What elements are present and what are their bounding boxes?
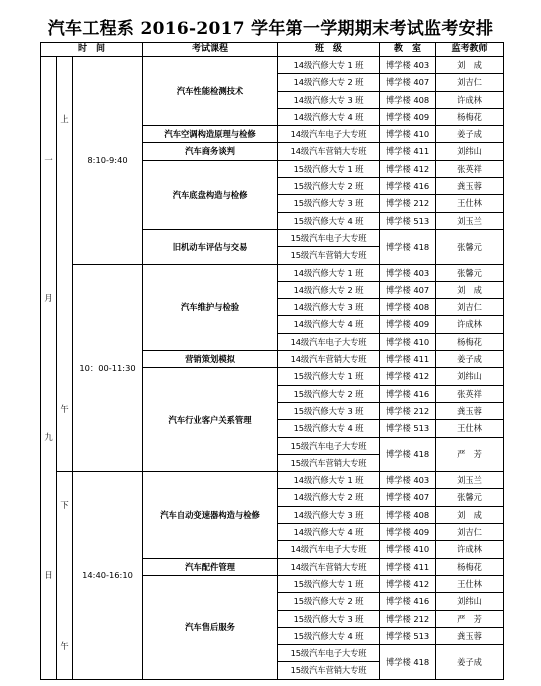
proctor-cell: 许成林 bbox=[436, 316, 504, 333]
room-cell: 博学楼 409 bbox=[380, 524, 436, 541]
vertical-char: 一 bbox=[44, 155, 53, 166]
room-cell: 博学楼 513 bbox=[380, 627, 436, 644]
class-cell: 15级汽车电子大专班 bbox=[278, 645, 380, 662]
class-cell: 15级汽修大专 4 班 bbox=[278, 627, 380, 644]
class-cell: 14级汽车营销大专班 bbox=[278, 351, 380, 368]
header-course: 考试课程 bbox=[143, 43, 278, 57]
class-cell: 15级汽修大专 2 班 bbox=[278, 385, 380, 402]
room-cell: 博学楼 403 bbox=[380, 472, 436, 489]
header-proctor: 监考教师 bbox=[436, 43, 504, 57]
room-cell: 博学楼 212 bbox=[380, 610, 436, 627]
vertical-char: 上 bbox=[60, 113, 69, 124]
class-cell: 14级汽修大专 1 班 bbox=[278, 264, 380, 281]
class-cell: 15级汽修大专 4 班 bbox=[278, 212, 380, 229]
proctor-cell: 张馨元 bbox=[436, 229, 504, 264]
proctor-cell: 姜子成 bbox=[436, 351, 504, 368]
class-cell: 15级汽车营销大专班 bbox=[278, 454, 380, 471]
course-cell: 旧机动车评估与交易 bbox=[143, 229, 278, 264]
proctor-cell: 王仕林 bbox=[436, 195, 504, 212]
course-cell: 营销策划模拟 bbox=[143, 351, 278, 368]
room-cell: 博学楼 407 bbox=[380, 489, 436, 506]
room-cell: 博学楼 408 bbox=[380, 91, 436, 108]
room-cell: 博学楼 411 bbox=[380, 558, 436, 575]
room-cell: 博学楼 410 bbox=[380, 126, 436, 143]
class-cell: 14级汽修大专 1 班 bbox=[278, 472, 380, 489]
proctor-cell: 杨梅花 bbox=[436, 108, 504, 125]
date-cell bbox=[41, 57, 57, 680]
room-cell: 博学楼 412 bbox=[380, 160, 436, 177]
class-cell: 14级汽修大专 4 班 bbox=[278, 108, 380, 125]
table-row bbox=[41, 57, 504, 74]
header-class: 班 级 bbox=[278, 43, 380, 57]
room-cell: 博学楼 403 bbox=[380, 264, 436, 281]
vertical-char: 午 bbox=[60, 640, 69, 651]
class-cell: 15级汽修大专 1 班 bbox=[278, 160, 380, 177]
proctor-cell: 王仕林 bbox=[436, 575, 504, 592]
room-cell: 博学楼 409 bbox=[380, 108, 436, 125]
class-cell: 14级汽车营销大专班 bbox=[278, 558, 380, 575]
proctor-cell: 张英祥 bbox=[436, 385, 504, 402]
vertical-text bbox=[57, 501, 72, 650]
proctor-cell: 刘纬山 bbox=[436, 143, 504, 160]
class-cell: 15级汽修大专 2 班 bbox=[278, 593, 380, 610]
proctor-cell: 张馨元 bbox=[436, 489, 504, 506]
class-cell: 15级汽修大专 3 班 bbox=[278, 610, 380, 627]
vertical-char: 月 bbox=[44, 293, 53, 304]
room-cell: 博学楼 416 bbox=[380, 178, 436, 195]
proctor-cell: 刘 成 bbox=[436, 506, 504, 523]
class-cell: 14级汽修大专 3 班 bbox=[278, 91, 380, 108]
period-cell bbox=[57, 57, 73, 472]
proctor-cell: 刘 成 bbox=[436, 281, 504, 298]
time-slot-cell: 8:10-9:40 bbox=[73, 57, 143, 265]
class-cell: 14级汽修大专 2 班 bbox=[278, 74, 380, 91]
proctor-cell: 龚玉蓉 bbox=[436, 627, 504, 644]
class-cell: 14级汽修大专 4 班 bbox=[278, 524, 380, 541]
header-time: 时 间 bbox=[41, 43, 143, 57]
class-cell: 15级汽修大专 1 班 bbox=[278, 575, 380, 592]
table-row bbox=[41, 472, 504, 489]
proctor-cell: 刘吉仁 bbox=[436, 524, 504, 541]
proctor-cell: 龚玉蓉 bbox=[436, 178, 504, 195]
vertical-char: 午 bbox=[60, 404, 69, 415]
class-cell: 15级汽修大专 3 班 bbox=[278, 402, 380, 419]
proctor-cell: 姜子成 bbox=[436, 645, 504, 680]
course-cell: 汽车维护与检验 bbox=[143, 264, 278, 350]
proctor-cell: 刘纬山 bbox=[436, 368, 504, 385]
proctor-cell: 刘吉仁 bbox=[436, 74, 504, 91]
vertical-char: 日 bbox=[44, 570, 53, 581]
proctor-cell: 许成林 bbox=[436, 91, 504, 108]
class-cell: 14级汽修大专 3 班 bbox=[278, 506, 380, 523]
table-row bbox=[41, 264, 504, 281]
proctor-cell: 刘玉兰 bbox=[436, 212, 504, 229]
time-slot-cell: 10：00-11:30 bbox=[73, 264, 143, 472]
proctor-cell: 刘玉兰 bbox=[436, 472, 504, 489]
class-cell: 15级汽修大专 2 班 bbox=[278, 178, 380, 195]
proctor-cell: 龚玉蓉 bbox=[436, 402, 504, 419]
vertical-text bbox=[41, 156, 56, 580]
room-cell: 博学楼 513 bbox=[380, 420, 436, 437]
proctor-cell: 刘 成 bbox=[436, 57, 504, 74]
vertical-text bbox=[57, 115, 72, 414]
course-cell: 汽车行业客户关系管理 bbox=[143, 368, 278, 472]
class-cell: 14级汽车电子大专班 bbox=[278, 126, 380, 143]
class-cell: 14级汽修大专 2 班 bbox=[278, 281, 380, 298]
class-cell: 14级汽车营销大专班 bbox=[278, 143, 380, 160]
header-row bbox=[41, 43, 504, 57]
proctor-cell: 许成林 bbox=[436, 541, 504, 558]
class-cell: 15级汽车电子大专班 bbox=[278, 229, 380, 246]
class-cell: 14级汽修大专 4 班 bbox=[278, 316, 380, 333]
room-cell: 博学楼 408 bbox=[380, 299, 436, 316]
header-room: 教 室 bbox=[380, 43, 436, 57]
room-cell: 博学楼 410 bbox=[380, 541, 436, 558]
class-cell: 14级汽修大专 2 班 bbox=[278, 489, 380, 506]
vertical-char: 下 bbox=[60, 499, 69, 510]
class-cell: 15级汽车营销大专班 bbox=[278, 662, 380, 679]
class-cell: 15级汽修大专 1 班 bbox=[278, 368, 380, 385]
room-cell: 博学楼 411 bbox=[380, 143, 436, 160]
room-cell: 博学楼 418 bbox=[380, 645, 436, 680]
room-cell: 博学楼 513 bbox=[380, 212, 436, 229]
room-cell: 博学楼 410 bbox=[380, 333, 436, 350]
exam-schedule-table bbox=[40, 42, 504, 680]
class-cell: 14级汽车电子大专班 bbox=[278, 333, 380, 350]
proctor-cell: 刘吉仁 bbox=[436, 299, 504, 316]
proctor-cell: 王仕林 bbox=[436, 420, 504, 437]
course-cell: 汽车售后服务 bbox=[143, 575, 278, 679]
class-cell: 15级汽修大专 3 班 bbox=[278, 195, 380, 212]
room-cell: 博学楼 407 bbox=[380, 281, 436, 298]
course-cell: 汽车底盘构造与检修 bbox=[143, 160, 278, 229]
course-cell: 汽车商务谈判 bbox=[143, 143, 278, 160]
proctor-cell: 杨梅花 bbox=[436, 333, 504, 350]
room-cell: 博学楼 418 bbox=[380, 229, 436, 264]
course-cell: 汽车配件管理 bbox=[143, 558, 278, 575]
room-cell: 博学楼 212 bbox=[380, 402, 436, 419]
proctor-cell: 姜子成 bbox=[436, 126, 504, 143]
proctor-cell: 张英祥 bbox=[436, 160, 504, 177]
course-cell: 汽车空调构造原理与检修 bbox=[143, 126, 278, 143]
class-cell: 15级汽修大专 4 班 bbox=[278, 420, 380, 437]
room-cell: 博学楼 409 bbox=[380, 316, 436, 333]
room-cell: 博学楼 418 bbox=[380, 437, 436, 472]
proctor-cell: 张馨元 bbox=[436, 264, 504, 281]
course-cell: 汽车自动变速器构造与检修 bbox=[143, 472, 278, 558]
class-cell: 15级汽车营销大专班 bbox=[278, 247, 380, 264]
room-cell: 博学楼 416 bbox=[380, 385, 436, 402]
room-cell: 博学楼 416 bbox=[380, 593, 436, 610]
vertical-char: 九 bbox=[44, 431, 53, 442]
room-cell: 博学楼 212 bbox=[380, 195, 436, 212]
proctor-cell: 严 芳 bbox=[436, 610, 504, 627]
proctor-cell: 严 芳 bbox=[436, 437, 504, 472]
proctor-cell: 刘纬山 bbox=[436, 593, 504, 610]
room-cell: 博学楼 412 bbox=[380, 368, 436, 385]
proctor-cell: 杨梅花 bbox=[436, 558, 504, 575]
course-cell: 汽车性能检测技术 bbox=[143, 57, 278, 126]
class-cell: 14级汽修大专 1 班 bbox=[278, 57, 380, 74]
class-cell: 15级汽车电子大专班 bbox=[278, 437, 380, 454]
period-cell bbox=[57, 472, 73, 680]
class-cell: 14级汽车电子大专班 bbox=[278, 541, 380, 558]
room-cell: 博学楼 407 bbox=[380, 74, 436, 91]
room-cell: 博学楼 408 bbox=[380, 506, 436, 523]
class-cell: 14级汽修大专 3 班 bbox=[278, 299, 380, 316]
room-cell: 博学楼 411 bbox=[380, 351, 436, 368]
time-slot-cell: 14:40-16:10 bbox=[73, 472, 143, 680]
page-title: 汽车工程系 2016-2017 学年第一学期期末考试监考安排 bbox=[47, 19, 494, 39]
room-cell: 博学楼 412 bbox=[380, 575, 436, 592]
room-cell: 博学楼 403 bbox=[380, 57, 436, 74]
